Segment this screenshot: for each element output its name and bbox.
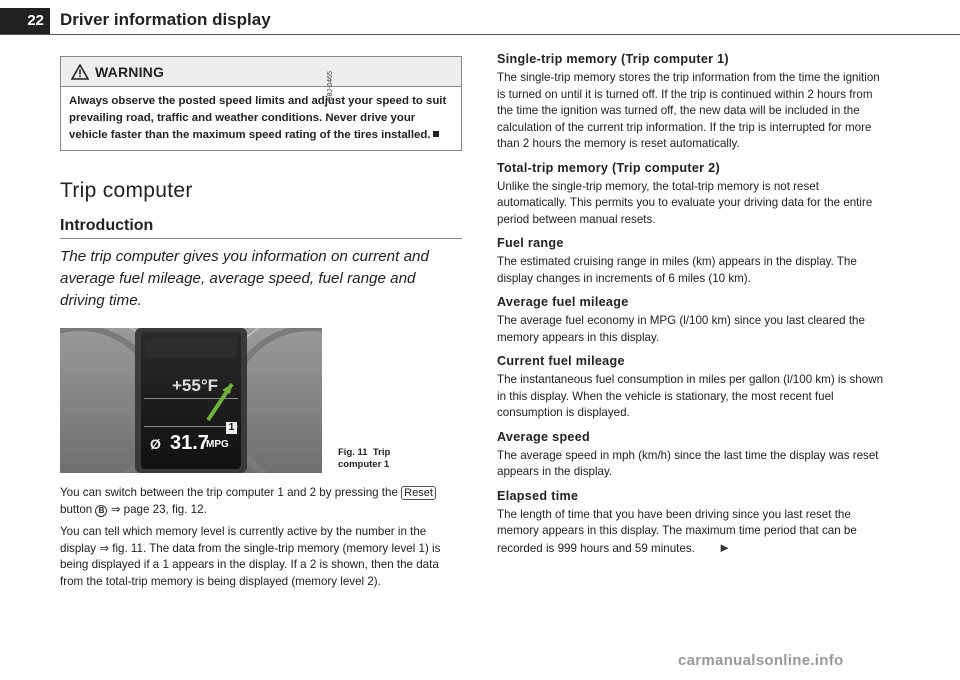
memory-level-paragraph: You can tell which memory level is currently active by the number in the display ⇒ fig. 11. The data from the single-trip memory (memory level 1) is being displayed if a 1 appears in the display. If a 2 is shown, then the data from the total-trip memory is being displayed (memory level 2). — [60, 525, 441, 588]
avg-symbol: Ø — [150, 436, 161, 452]
button-word: button — [60, 502, 93, 516]
switch-paragraph — [60, 485, 462, 518]
reset-key: Reset — [401, 486, 436, 500]
figure-label: Fig. 11 — [338, 447, 368, 458]
average-mileage-heading: Average fuel mileage — [497, 295, 629, 309]
warning-triangle-icon — [71, 64, 89, 80]
section-title: Trip computer — [60, 179, 193, 202]
warning-title: WARNING — [95, 63, 165, 80]
average-speed-heading: Average speed — [497, 429, 591, 444]
current-mileage-heading: Current fuel mileage — [497, 354, 625, 368]
watermark: carmanualsonline.info — [678, 652, 844, 669]
intro-text: The trip computer gives you information on current and average fuel mileage, average speed, fuel range and driving time. — [60, 248, 429, 309]
continue-arrow-icon: ► — [718, 539, 731, 555]
chapter-title: Driver information display — [60, 10, 271, 29]
memory-level-indicator: 1 — [226, 422, 237, 434]
header-rule — [0, 34, 960, 35]
average-speed-text: The average speed in mph (km/h) since the last time the display was reset appears in the display. — [497, 448, 879, 478]
average-mileage-text: The average fuel economy in MPG (l/100 km) since you last cleared the memory appears in this display. — [497, 314, 865, 344]
fuel-mileage-value: 31.7 — [170, 432, 209, 454]
warning-text — [61, 87, 461, 150]
fuel-mileage-unit: MPG — [206, 439, 229, 450]
single-trip-text: The single-trip memory stores the trip information from the time the ignition is turned on until it is turned off. If the trip is continued within 2 hours from the time the ignition was turned off, the new data will be included in the calculation of the current trip information. If the trip is interrupted for more than 2 hours the memory is reset automatically. — [497, 71, 880, 150]
temperature-readout: +55°F — [172, 376, 219, 395]
elapsed-time-heading: Elapsed time — [497, 488, 579, 503]
switch-text: You can switch between the trip computer 1 and 2 by pressing the — [60, 486, 398, 499]
current-mileage-text: The instantaneous fuel consumption in miles per gallon (l/100 km) is shown in this display. When the vehicle is stationary, the most recent fuel consumption is displayed. — [497, 373, 884, 419]
total-trip-heading: Total-trip memory (Trip computer 2) — [497, 160, 720, 175]
elapsed-time-body: The length of time that you have been driving since you last reset the memory appears in this display. The maximum time period that can be recorded is 999 hours and 59 minutes. — [497, 507, 857, 555]
figure-caption — [338, 447, 428, 473]
warning-header — [61, 57, 461, 87]
b-marker-icon: B — [95, 505, 107, 517]
page-reference[interactable]: ⇒ page 23, fig. 12. — [110, 502, 207, 516]
figure-title: Trip computer 1 — [338, 447, 391, 470]
total-trip-text: Unlike the single-trip memory, the total-trip memory is not reset automatically. This permits you to evaluate your driving data for the entire period between manual resets. — [497, 179, 873, 226]
right-column — [497, 52, 887, 557]
figure-code: B8J-0465 — [327, 71, 334, 101]
end-of-section-icon — [433, 131, 439, 137]
warning-box — [60, 56, 462, 151]
warning-body-text: Always observe the posted speed limits and adjust your speed to suit prevailing road, traffic and weather conditions. Never drive your vehicle faster than the maximum speed rating of the tires installed. — [69, 95, 447, 141]
fuel-range-heading: Fuel range — [497, 236, 564, 250]
trip-computer-figure — [60, 328, 322, 473]
subsection-title: Introduction — [60, 217, 462, 239]
fuel-range-text: The estimated cruising range in miles (km) appears in the display. The display changes in increments of 6 miles (10 km). — [497, 255, 857, 285]
page-number: 22 — [0, 8, 50, 34]
elapsed-time-text — [497, 507, 887, 558]
left-column — [60, 56, 462, 590]
single-trip-heading: Single-trip memory (Trip computer 1) — [497, 52, 729, 66]
